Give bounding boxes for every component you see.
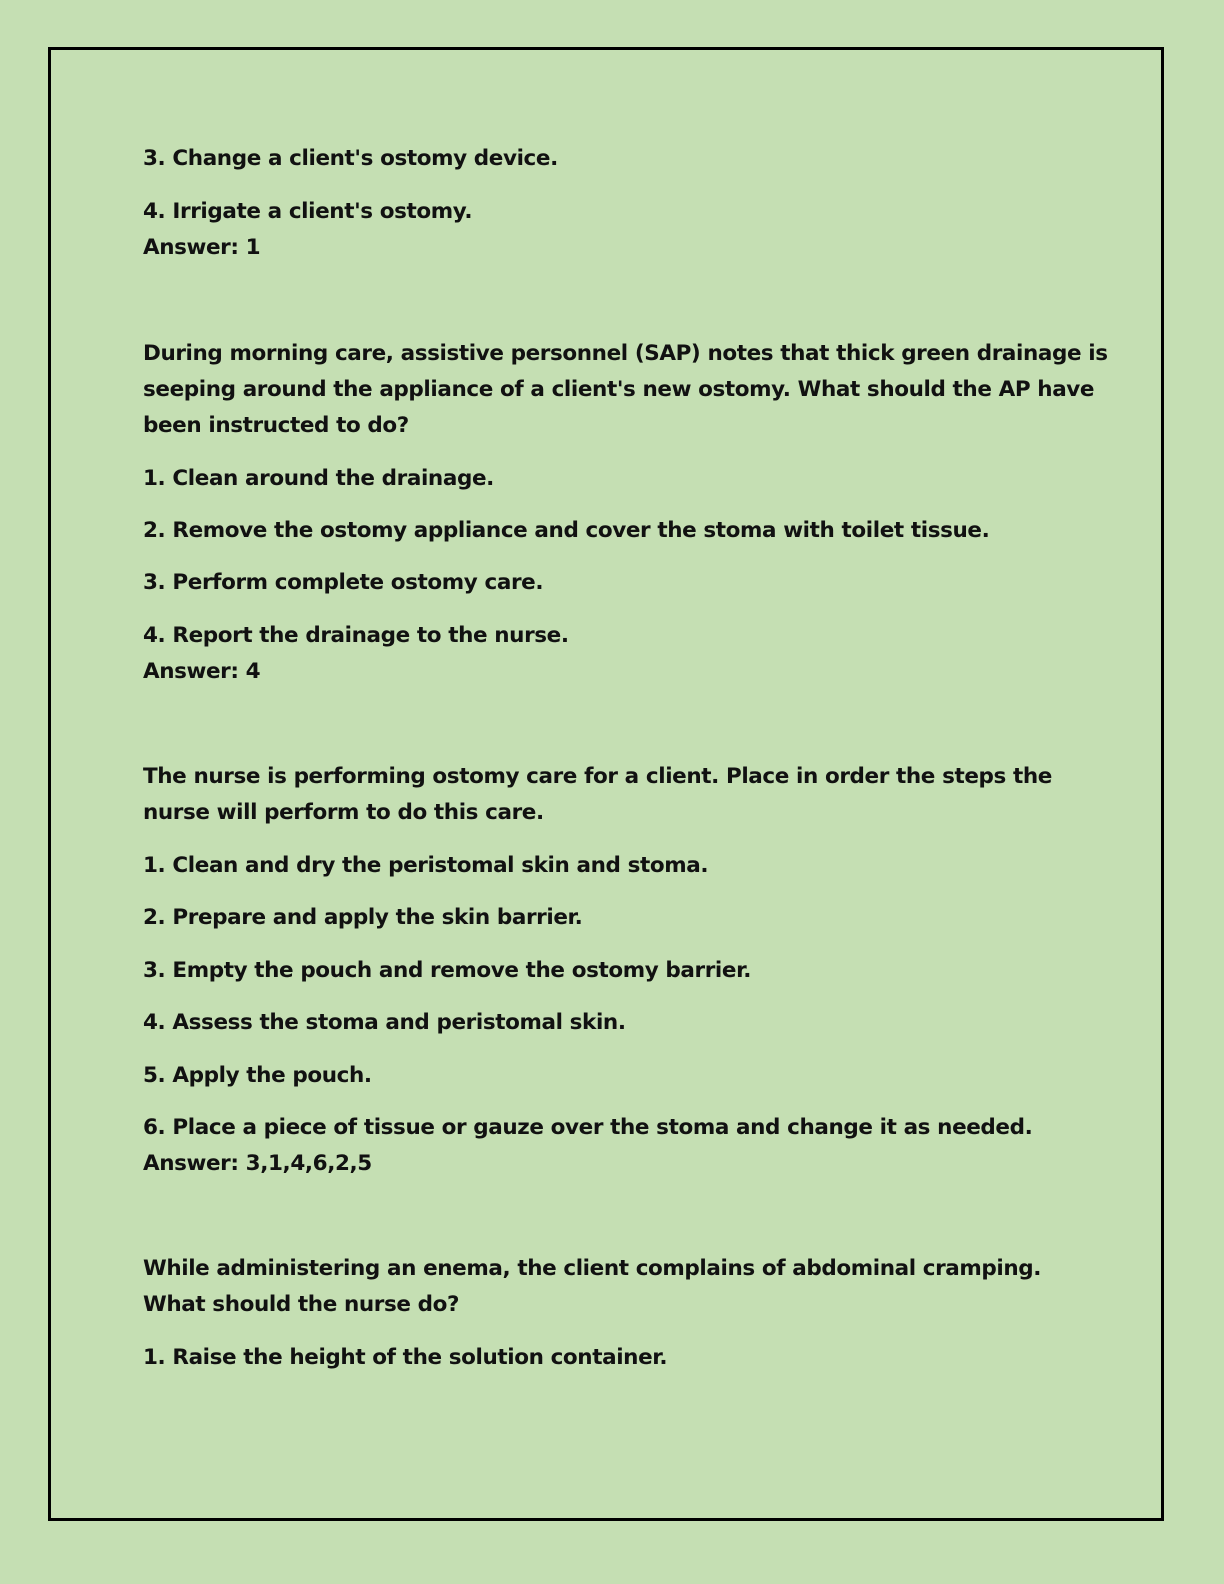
question-text: nurse will perform to do this care. xyxy=(143,800,544,825)
option-text: 6. Place a piece of tissue or gauze over the stoma and change it as needed. xyxy=(143,1115,1033,1140)
question-text: seeping around the appliance of a client's new ostomy. What should the AP have xyxy=(143,377,1095,402)
option-text: 4. Assess the stoma and peristomal skin. xyxy=(143,1010,626,1035)
option-text: 3. Change a client's ostomy device. xyxy=(143,146,558,171)
option-text: 3. Empty the pouch and remove the ostomy barrier. xyxy=(143,958,751,983)
answer-text: Answer: 3,1,4,6,2,5 xyxy=(143,1151,372,1176)
option-text: 5. Apply the pouch. xyxy=(143,1063,372,1088)
option-text: 3. Perform complete ostomy care. xyxy=(143,570,544,595)
option-text: 2. Remove the ostomy appliance and cover the stoma with toilet tissue. xyxy=(143,518,990,543)
question-text: The nurse is performing ostomy care for a client. Place in order the steps the xyxy=(143,764,1052,789)
option-text: 1. Clean and dry the peristomal skin and stoma. xyxy=(143,853,709,878)
option-text: 4. Report the drainage to the nurse. xyxy=(143,623,569,648)
question-text: While administering an enema, the client complains of abdominal cramping. xyxy=(143,1256,1042,1281)
answer-text: Answer: 1 xyxy=(143,235,261,260)
answer-text: Answer: 4 xyxy=(143,659,261,684)
option-text: 1. Clean around the drainage. xyxy=(143,466,494,491)
question-text: been instructed to do? xyxy=(143,413,409,438)
question-text: During morning care, assistive personnel (SAP) notes that thick green drainage is xyxy=(143,341,1108,366)
question-text: What should the nurse do? xyxy=(143,1292,460,1317)
option-text: 2. Prepare and apply the skin barrier. xyxy=(143,905,583,930)
option-text: 4. Irrigate a client's ostomy. xyxy=(143,199,473,224)
option-text: 1. Raise the height of the solution container. xyxy=(143,1345,668,1370)
